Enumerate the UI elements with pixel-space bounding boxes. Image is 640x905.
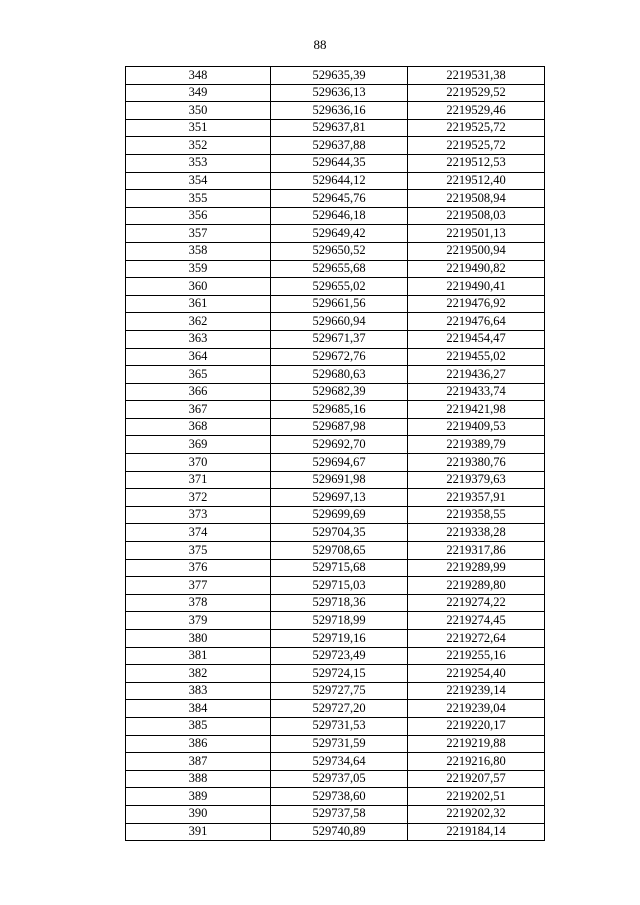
x-coordinate-cell: 529719,16 — [271, 630, 408, 648]
point-number-cell: 383 — [126, 682, 271, 700]
y-coordinate-cell: 2219433,74 — [408, 383, 545, 401]
y-coordinate-cell: 2219529,52 — [408, 84, 545, 102]
table-row — [126, 594, 545, 612]
x-coordinate-cell: 529680,63 — [271, 366, 408, 384]
point-number-cell: 352 — [126, 137, 271, 155]
point-number-cell: 349 — [126, 84, 271, 102]
x-coordinate-cell: 529671,37 — [271, 330, 408, 348]
x-coordinate-cell: 529655,68 — [271, 260, 408, 278]
point-number-cell: 364 — [126, 348, 271, 366]
point-number-cell: 351 — [126, 119, 271, 137]
table-row — [126, 260, 545, 278]
x-coordinate-cell: 529727,75 — [271, 682, 408, 700]
point-number-cell: 390 — [126, 805, 271, 823]
y-coordinate-cell: 2219216,80 — [408, 753, 545, 771]
table-row — [126, 190, 545, 208]
table-row — [126, 401, 545, 419]
y-coordinate-cell: 2219274,22 — [408, 594, 545, 612]
point-number-cell: 361 — [126, 295, 271, 313]
y-coordinate-cell: 2219380,76 — [408, 454, 545, 472]
x-coordinate-cell: 529646,18 — [271, 207, 408, 225]
y-coordinate-cell: 2219338,28 — [408, 524, 545, 542]
point-number-cell: 391 — [126, 823, 271, 841]
table-row — [126, 559, 545, 577]
point-number-cell: 388 — [126, 770, 271, 788]
point-number-cell: 384 — [126, 700, 271, 718]
x-coordinate-cell: 529734,64 — [271, 753, 408, 771]
table-row — [126, 542, 545, 560]
table-row — [126, 788, 545, 806]
coordinates-table — [125, 66, 545, 841]
x-coordinate-cell: 529724,15 — [271, 665, 408, 683]
table-row — [126, 471, 545, 489]
coordinates-table-body — [126, 67, 545, 841]
table-row — [126, 647, 545, 665]
y-coordinate-cell: 2219272,64 — [408, 630, 545, 648]
point-number-cell: 374 — [126, 524, 271, 542]
y-coordinate-cell: 2219490,82 — [408, 260, 545, 278]
y-coordinate-cell: 2219512,53 — [408, 154, 545, 172]
point-number-cell: 360 — [126, 278, 271, 296]
table-row — [126, 524, 545, 542]
page-number: 88 — [313, 37, 327, 52]
table-row — [126, 313, 545, 331]
point-number-cell: 375 — [126, 542, 271, 560]
y-coordinate-cell: 2219219,88 — [408, 735, 545, 753]
y-coordinate-cell: 2219358,55 — [408, 506, 545, 524]
x-coordinate-cell: 529718,36 — [271, 594, 408, 612]
table-row — [126, 102, 545, 120]
y-coordinate-cell: 2219529,46 — [408, 102, 545, 120]
x-coordinate-cell: 529737,58 — [271, 805, 408, 823]
x-coordinate-cell: 529697,13 — [271, 489, 408, 507]
point-number-cell: 359 — [126, 260, 271, 278]
x-coordinate-cell: 529685,16 — [271, 401, 408, 419]
x-coordinate-cell: 529649,42 — [271, 225, 408, 243]
point-number-cell: 377 — [126, 577, 271, 595]
table-row — [126, 682, 545, 700]
table-row — [126, 577, 545, 595]
point-number-cell: 350 — [126, 102, 271, 120]
table-row — [126, 67, 545, 85]
x-coordinate-cell: 529636,16 — [271, 102, 408, 120]
table-row — [126, 330, 545, 348]
table-row — [126, 278, 545, 296]
table-row — [126, 489, 545, 507]
y-coordinate-cell: 2219207,57 — [408, 770, 545, 788]
point-number-cell: 362 — [126, 313, 271, 331]
y-coordinate-cell: 2219289,80 — [408, 577, 545, 595]
point-number-cell: 355 — [126, 190, 271, 208]
point-number-cell: 373 — [126, 506, 271, 524]
y-coordinate-cell: 2219239,04 — [408, 700, 545, 718]
x-coordinate-cell: 529687,98 — [271, 418, 408, 436]
table-row — [126, 137, 545, 155]
x-coordinate-cell: 529637,88 — [271, 137, 408, 155]
x-coordinate-cell: 529731,59 — [271, 735, 408, 753]
point-number-cell: 379 — [126, 612, 271, 630]
y-coordinate-cell: 2219525,72 — [408, 137, 545, 155]
x-coordinate-cell: 529738,60 — [271, 788, 408, 806]
y-coordinate-cell: 2219202,32 — [408, 805, 545, 823]
x-coordinate-cell: 529637,81 — [271, 119, 408, 137]
y-coordinate-cell: 2219220,17 — [408, 717, 545, 735]
table-row — [126, 242, 545, 260]
y-coordinate-cell: 2219357,91 — [408, 489, 545, 507]
point-number-cell: 354 — [126, 172, 271, 190]
table-row — [126, 418, 545, 436]
x-coordinate-cell: 529740,89 — [271, 823, 408, 841]
y-coordinate-cell: 2219254,40 — [408, 665, 545, 683]
y-coordinate-cell: 2219202,51 — [408, 788, 545, 806]
y-coordinate-cell: 2219379,63 — [408, 471, 545, 489]
point-number-cell: 358 — [126, 242, 271, 260]
x-coordinate-cell: 529644,35 — [271, 154, 408, 172]
y-coordinate-cell: 2219508,03 — [408, 207, 545, 225]
point-number-cell: 365 — [126, 366, 271, 384]
y-coordinate-cell: 2219421,98 — [408, 401, 545, 419]
x-coordinate-cell: 529692,70 — [271, 436, 408, 454]
point-number-cell: 368 — [126, 418, 271, 436]
point-number-cell: 386 — [126, 735, 271, 753]
y-coordinate-cell: 2219531,38 — [408, 67, 545, 85]
point-number-cell: 363 — [126, 330, 271, 348]
table-row — [126, 436, 545, 454]
x-coordinate-cell: 529699,69 — [271, 506, 408, 524]
point-number-cell: 389 — [126, 788, 271, 806]
point-number-cell: 382 — [126, 665, 271, 683]
table-row — [126, 630, 545, 648]
point-number-cell: 380 — [126, 630, 271, 648]
table-row — [126, 172, 545, 190]
table-row — [126, 805, 545, 823]
y-coordinate-cell: 2219436,27 — [408, 366, 545, 384]
point-number-cell: 381 — [126, 647, 271, 665]
x-coordinate-cell: 529672,76 — [271, 348, 408, 366]
y-coordinate-cell: 2219508,94 — [408, 190, 545, 208]
x-coordinate-cell: 529727,20 — [271, 700, 408, 718]
x-coordinate-cell: 529731,53 — [271, 717, 408, 735]
table-row — [126, 612, 545, 630]
y-coordinate-cell: 2219289,99 — [408, 559, 545, 577]
point-number-cell: 378 — [126, 594, 271, 612]
x-coordinate-cell: 529708,65 — [271, 542, 408, 560]
y-coordinate-cell: 2219184,14 — [408, 823, 545, 841]
x-coordinate-cell: 529682,39 — [271, 383, 408, 401]
y-coordinate-cell: 2219500,94 — [408, 242, 545, 260]
x-coordinate-cell: 529661,56 — [271, 295, 408, 313]
point-number-cell: 367 — [126, 401, 271, 419]
x-coordinate-cell: 529718,99 — [271, 612, 408, 630]
point-number-cell: 371 — [126, 471, 271, 489]
x-coordinate-cell: 529660,94 — [271, 313, 408, 331]
x-coordinate-cell: 529655,02 — [271, 278, 408, 296]
table-row — [126, 383, 545, 401]
y-coordinate-cell: 2219512,40 — [408, 172, 545, 190]
point-number-cell: 370 — [126, 454, 271, 472]
table-row — [126, 119, 545, 137]
table-row — [126, 295, 545, 313]
table-row — [126, 823, 545, 841]
x-coordinate-cell: 529715,03 — [271, 577, 408, 595]
x-coordinate-cell: 529694,67 — [271, 454, 408, 472]
point-number-cell: 387 — [126, 753, 271, 771]
table-row — [126, 717, 545, 735]
table-row — [126, 154, 545, 172]
point-number-cell: 385 — [126, 717, 271, 735]
y-coordinate-cell: 2219389,79 — [408, 436, 545, 454]
y-coordinate-cell: 2219525,72 — [408, 119, 545, 137]
x-coordinate-cell: 529723,49 — [271, 647, 408, 665]
point-number-cell: 372 — [126, 489, 271, 507]
x-coordinate-cell: 529737,05 — [271, 770, 408, 788]
y-coordinate-cell: 2219317,86 — [408, 542, 545, 560]
table-row — [126, 700, 545, 718]
y-coordinate-cell: 2219476,64 — [408, 313, 545, 331]
table-row — [126, 225, 545, 243]
point-number-cell: 357 — [126, 225, 271, 243]
table-row — [126, 454, 545, 472]
y-coordinate-cell: 2219454,47 — [408, 330, 545, 348]
table-row — [126, 366, 545, 384]
x-coordinate-cell: 529644,12 — [271, 172, 408, 190]
point-number-cell: 376 — [126, 559, 271, 577]
table-row — [126, 207, 545, 225]
y-coordinate-cell: 2219255,16 — [408, 647, 545, 665]
table-row — [126, 348, 545, 366]
x-coordinate-cell: 529650,52 — [271, 242, 408, 260]
x-coordinate-cell: 529691,98 — [271, 471, 408, 489]
y-coordinate-cell: 2219409,53 — [408, 418, 545, 436]
point-number-cell: 369 — [126, 436, 271, 454]
y-coordinate-cell: 2219274,45 — [408, 612, 545, 630]
table-row — [126, 770, 545, 788]
x-coordinate-cell: 529715,68 — [271, 559, 408, 577]
x-coordinate-cell: 529645,76 — [271, 190, 408, 208]
y-coordinate-cell: 2219239,14 — [408, 682, 545, 700]
table-row — [126, 753, 545, 771]
x-coordinate-cell: 529704,35 — [271, 524, 408, 542]
point-number-cell: 353 — [126, 154, 271, 172]
table-row — [126, 735, 545, 753]
table-row — [126, 84, 545, 102]
x-coordinate-cell: 529635,39 — [271, 67, 408, 85]
y-coordinate-cell: 2219501,13 — [408, 225, 545, 243]
x-coordinate-cell: 529636,13 — [271, 84, 408, 102]
point-number-cell: 366 — [126, 383, 271, 401]
y-coordinate-cell: 2219490,41 — [408, 278, 545, 296]
y-coordinate-cell: 2219455,02 — [408, 348, 545, 366]
table-row — [126, 506, 545, 524]
y-coordinate-cell: 2219476,92 — [408, 295, 545, 313]
table-row — [126, 665, 545, 683]
point-number-cell: 348 — [126, 67, 271, 85]
point-number-cell: 356 — [126, 207, 271, 225]
